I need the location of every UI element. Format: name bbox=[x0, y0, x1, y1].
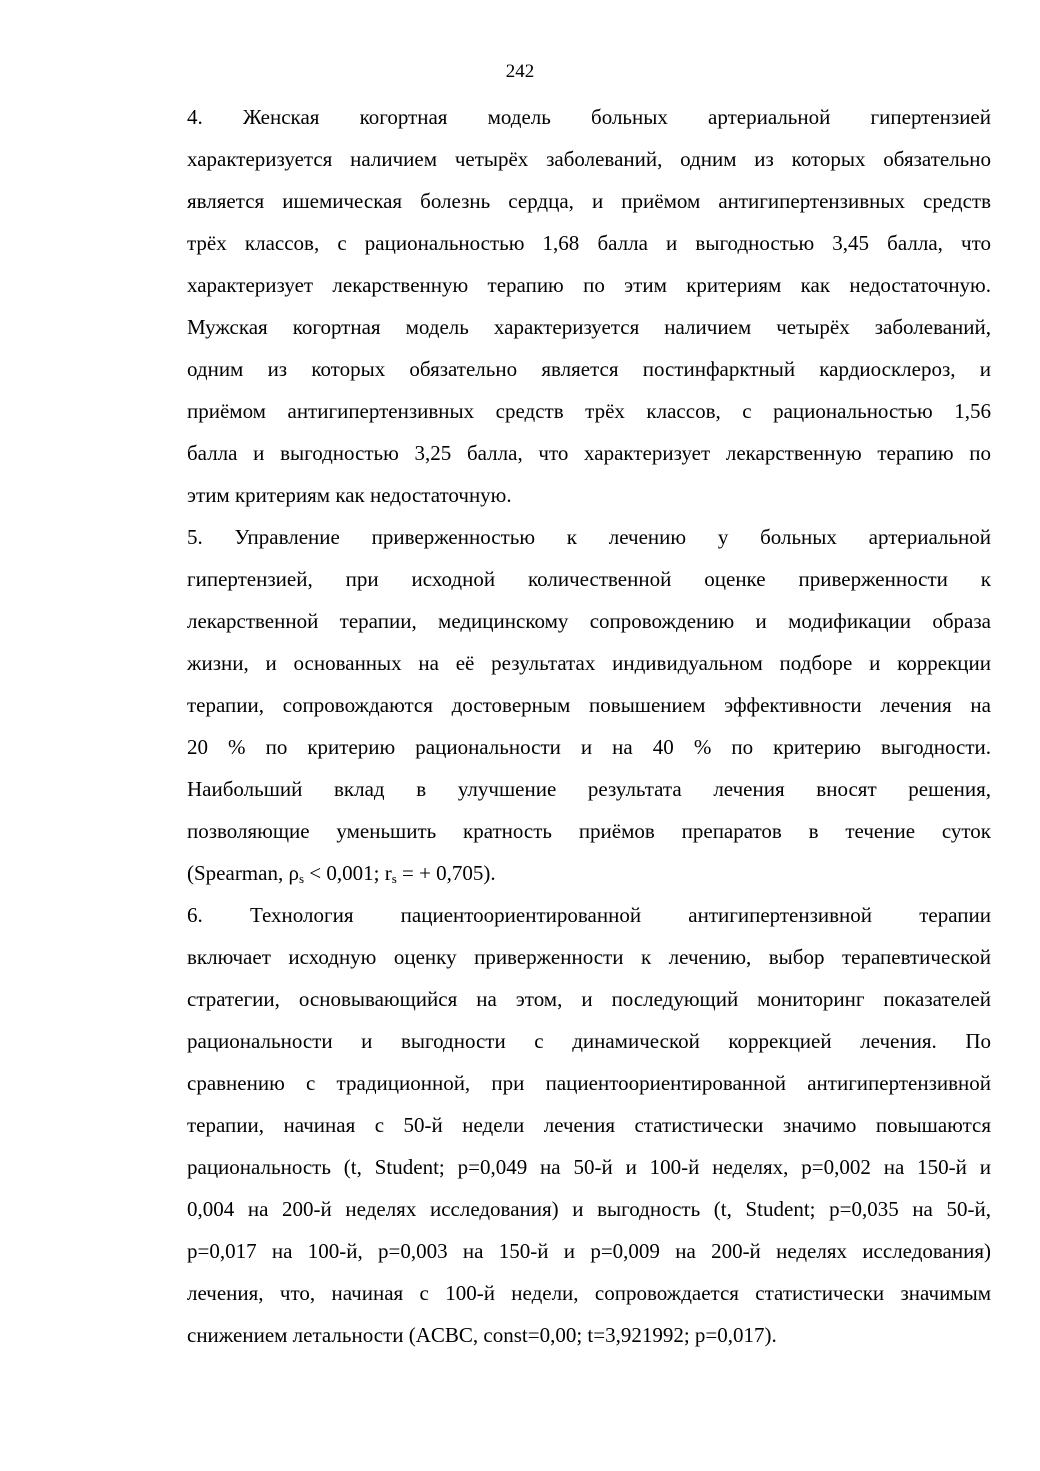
text-line: гипертензией, при исходной количественной оценке приверженности к bbox=[187, 567, 991, 591]
text-line: рациональности и выгодности с динамической коррекцией лечения. По bbox=[187, 1029, 991, 1053]
formula-open: (Spearman, ρ bbox=[187, 861, 299, 885]
text-line: приёмом антигипертензивных средств трёх классов, с рациональностью 1,56 bbox=[187, 399, 991, 423]
text-line: терапии, начиная с 50-й недели лечения статистически значимо повышаются bbox=[187, 1113, 991, 1137]
text-line: включает исходную оценку приверженности к лечению, выбор терапевтической bbox=[187, 945, 991, 969]
text-line: жизни, и основанных на её результатах индивидуальном подборе и коррекции bbox=[187, 651, 991, 675]
text-line: позволяющие уменьшить кратность приёмов препаратов в течение суток bbox=[187, 819, 991, 843]
formula-subscript: s bbox=[391, 871, 397, 886]
text-line: 20 % по критерию рациональности и на 40 % по критерию выгодности. bbox=[187, 735, 991, 759]
paragraph-conclusion-6 bbox=[125, 894, 991, 1356]
text-line: терапии, сопровождаются достоверным повышением эффективности лечения на bbox=[187, 693, 991, 717]
text-line: Наибольший вклад в улучшение результата лечения вносят решения, bbox=[187, 777, 991, 801]
formula-close: = + 0,705). bbox=[396, 861, 496, 885]
text-line: рациональность (t, Student; p=0,049 на 50-й и 100-й неделях, p=0,002 на 150-й и bbox=[187, 1155, 991, 1179]
paragraph-conclusion-4 bbox=[125, 96, 991, 516]
text-line: является ишемическая болезнь сердца, и приёмом антигипертензивных средств bbox=[187, 189, 991, 213]
formula-mid: < 0,001; r bbox=[304, 861, 392, 885]
statistics-formula bbox=[125, 852, 991, 894]
text-line: лечения, что, начиная с 100-й недели, сопровождается статистически значимым bbox=[187, 1281, 991, 1305]
text-line: 6. Технология пациентоориентированной антигипертензивной терапии bbox=[187, 903, 991, 927]
text-line: трёх классов, с рациональностью 1,68 балла и выгодностью 3,45 балла, что bbox=[187, 231, 991, 255]
text-line: p=0,017 на 100-й, p=0,003 на 150-й и p=0,009 на 200-й неделях исследования) bbox=[187, 1239, 991, 1263]
page-number: 242 bbox=[505, 61, 535, 82]
text-line: 5. Управление приверженностью к лечению у больных артериальной bbox=[187, 525, 991, 549]
formula-subscript: s bbox=[298, 871, 305, 886]
paragraph-conclusion-5 bbox=[125, 516, 991, 894]
text-line: этим критериям как недостаточную. bbox=[187, 483, 512, 507]
document-body bbox=[125, 96, 991, 1356]
text-line: одним из которых обязательно является постинфарктный кардиосклероз, и bbox=[187, 357, 991, 381]
text-line: 0,004 на 200-й неделях исследования) и выгодность (t, Student; p=0,035 на 50-й, bbox=[187, 1197, 991, 1221]
text-line: лекарственной терапии, медицинскому сопровождению и модификации образа bbox=[187, 609, 991, 633]
text-line: сравнению с традиционной, при пациентоориентированной антигипертензивной bbox=[187, 1071, 991, 1095]
text-line: стратегии, основывающийся на этом, и последующий мониторинг показателей bbox=[187, 987, 991, 1011]
text-line: характеризуется наличием четырёх заболеваний, одним из которых обязательно bbox=[187, 147, 991, 171]
text-line: снижением летальности (ACBC, const=0,00; t=3,921992; p=0,017). bbox=[187, 1323, 777, 1347]
text-line: 4. Женская когортная модель больных артериальной гипертензией bbox=[187, 105, 991, 129]
text-line: Мужская когортная модель характеризуется наличием четырёх заболеваний, bbox=[187, 315, 991, 339]
text-line: характеризует лекарственную терапию по этим критериям как недостаточную. bbox=[187, 273, 991, 297]
text-line: балла и выгодностью 3,25 балла, что характеризует лекарственную терапию по bbox=[187, 441, 991, 465]
